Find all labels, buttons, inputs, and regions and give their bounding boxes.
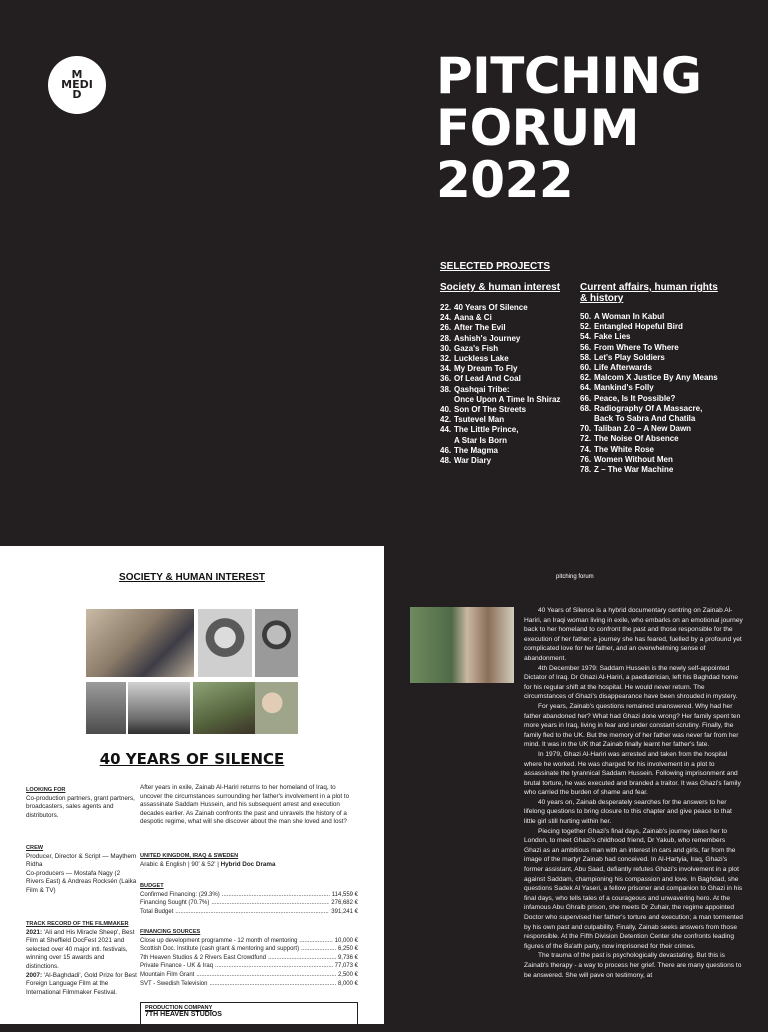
title-line1: PITCHING: [436, 47, 702, 105]
project-page-number: 62.: [580, 373, 592, 383]
country-block: [140, 852, 358, 869]
project-page-number: [580, 414, 594, 424]
project-page-number: [440, 436, 454, 446]
track-record-2007: [26, 972, 138, 998]
track-record-2021: [26, 929, 138, 972]
crew-coproducers: Co-producers — Mostafa Nagy (2 Rivers East) & Andreas Rocksén (Laika Film & TV): [26, 869, 137, 894]
finance-row: [140, 971, 358, 980]
project-item[interactable]: [580, 373, 760, 383]
logo-line1: M: [71, 68, 83, 81]
logo-line2: MEDI: [61, 78, 93, 91]
current-affairs-heading-line1: Current affairs, human rights: [580, 282, 718, 293]
current-affairs-project-list: [580, 312, 760, 475]
project-page-number: 50.: [580, 312, 592, 321]
finance-row: [140, 980, 358, 989]
budget-rows: [140, 891, 358, 917]
project-item[interactable]: [440, 344, 575, 354]
dot-leader: [301, 945, 336, 954]
source-rows: [140, 937, 358, 989]
track-year-2007: 2007:: [26, 971, 43, 979]
track-text-2021: 'Ali and His Miracle Sheep', Best Film at Sheffield DocFest 2021 and selected over 40 major intl. festivals, winning over 15 awards and distinctions.: [26, 928, 135, 970]
project-item[interactable]: [440, 456, 575, 466]
current-affairs-heading: [580, 282, 760, 304]
title-line3: 2022: [436, 151, 574, 209]
project-item[interactable]: [580, 353, 760, 363]
film-title: 40 YEARS OF SILENCE: [99, 750, 285, 768]
project-page-number: 28.: [440, 333, 452, 343]
project-page-number: 44.: [440, 425, 452, 435]
project-page-number: 26.: [440, 323, 452, 333]
dot-leader: [196, 971, 336, 980]
project-name: Gaza's Fish: [454, 343, 499, 353]
finance-row: [140, 937, 358, 946]
project-name: Let's Play Soldiers: [594, 352, 665, 362]
finance-row-label: Confirmed Financing: (29.3%): [140, 891, 220, 898]
financing-sources-block: [140, 928, 358, 988]
dot-leader: [222, 891, 330, 900]
project-name: Taliban 2.0 – A New Dawn: [594, 424, 692, 434]
language-duration-format: [140, 861, 358, 870]
photo-woman-train-window: [410, 607, 514, 683]
project-item[interactable]: [580, 424, 760, 434]
society-heading: Society & human interest: [440, 282, 561, 293]
project-page-number: 64.: [580, 383, 592, 393]
project-item[interactable]: [440, 364, 575, 374]
project-page-number: 76.: [580, 454, 592, 464]
project-page-number: 34.: [440, 364, 452, 374]
project-name: Tsutevel Man: [454, 415, 505, 425]
story-paragraph: 40 years on, Zainab desperately searches for the answers to her lifelong questions to bring closure to this chapter and give peace to that little girl still hurting within her.: [524, 798, 732, 826]
section-title: SOCIETY & HUMAN INTEREST: [119, 572, 265, 583]
project-page-number: 40.: [440, 405, 452, 415]
project-name: The Little Prince,: [454, 425, 519, 435]
project-page-number: 70.: [580, 424, 592, 434]
project-item[interactable]: [580, 455, 760, 465]
dot-leader: [175, 908, 329, 917]
finance-row-label: Private Finance - UK & Iraq: [140, 963, 214, 970]
project-item[interactable]: [440, 425, 575, 435]
project-name: Back To Sabra And Chatila: [594, 414, 696, 424]
track-year-2021: 2021:: [26, 928, 43, 936]
photo-man-portrait: [255, 609, 298, 677]
crew-director: Producer, Director & Script — Maythem Ridha: [26, 852, 137, 869]
project-item[interactable]: [440, 303, 575, 313]
project-page-number: 48.: [440, 456, 452, 466]
selected-projects-heading: SELECTED PROJECTS: [440, 261, 551, 272]
photo-family-group: [86, 682, 126, 734]
project-page-number: 58.: [580, 352, 592, 362]
dot-leader: [215, 962, 333, 971]
project-page-number: 56.: [580, 342, 592, 352]
project-name: From Where To Where: [594, 342, 679, 352]
project-name: After The Evil: [454, 323, 506, 333]
project-page-number: 22.: [440, 303, 452, 312]
project-page-number: 30.: [440, 343, 452, 353]
finance-row-value: 391,241 €: [331, 908, 358, 915]
dot-leader: [209, 980, 335, 989]
financing-sources-label: FINANCING SOURCES: [140, 929, 201, 935]
project-name: Women Without Men: [594, 454, 673, 464]
finance-row: [140, 962, 358, 971]
project-name: Son Of The Streets: [454, 405, 527, 415]
photo-children: [128, 682, 190, 734]
project-page-number: 68.: [580, 403, 592, 413]
project-name: My Dream To Fly: [454, 364, 518, 374]
project-item[interactable]: [580, 394, 760, 404]
project-item[interactable]: [580, 363, 760, 373]
project-name: The Magma: [454, 445, 499, 455]
project-name: Radiography Of A Massacre,: [594, 403, 703, 413]
dot-leader: [299, 937, 332, 946]
project-item[interactable]: [440, 323, 575, 333]
budget-block: [140, 882, 358, 916]
finance-row-value: 9,736 €: [337, 954, 358, 961]
project-page-number: 38.: [440, 384, 452, 394]
project-item[interactable]: [440, 374, 575, 384]
project-name: A Star Is Born: [454, 435, 508, 445]
project-name: Qashqai Tribe:: [454, 384, 510, 394]
society-column: [440, 282, 575, 466]
cover-title: [436, 47, 702, 209]
project-item[interactable]: [580, 312, 760, 322]
story-paragraph: Piecing together Ghazi's final days, Zainab's journey takes her to London, to meet Ghazi's childhood friend, Dr Yakub, who remembers Ghazi as an ambitious man with an interest in cars and girls, far from the image of the martyr Zainab had conceived. In Al-Hartyia, Iraq, Ghazi's former assistant, Abu Saad, defiantly refutes Ghazi's involvement in a plot against Saddam, championing his compassion and love. In Baghdad, she questions Sadek Al Yaseri, a fellow prisoner and companion to Ghazi in his final days, who tells tales of a courageous and unwavering hero. At the infamous Abu Ghraib prison, she meets Dr Zuhair, the regime appointed Doctor who supervised her father's torture and execution; a man tormented by his own past and culpability. Finally, Zainab seeks answers from those responsible. At the Fifth Division Detention Center she confronts leading figures of the Ba'ath party, now imprisoned for their crimes.: [524, 827, 743, 950]
project-name: War Diary: [454, 456, 492, 466]
project-page-number: 66.: [580, 393, 592, 403]
project-page-number: 42.: [440, 415, 452, 425]
project-item[interactable]: [580, 383, 760, 393]
project-name: A Woman In Kabul: [594, 312, 665, 321]
project-item[interactable]: [580, 465, 760, 475]
project-item[interactable]: [440, 446, 575, 456]
finance-row-label: Close up development programme - 12 month of mentoring: [140, 937, 298, 944]
project-name: Malcom X Justice By Any Means: [594, 373, 718, 383]
project-name: Life Afterwards: [594, 363, 652, 373]
project-item[interactable]: [440, 385, 575, 395]
project-item[interactable]: [440, 395, 575, 405]
project-item[interactable]: [440, 313, 575, 323]
project-page: [0, 546, 384, 1024]
finance-row-label: SVT - Swedish Television: [140, 980, 208, 987]
production-label: PRODUCTION COMPANY: [145, 1005, 213, 1011]
finance-row-value: 2,500 €: [337, 971, 358, 978]
current-affairs-heading-line2: & history: [580, 293, 624, 304]
project-item[interactable]: [580, 343, 760, 353]
society-project-list: [440, 303, 575, 466]
budget-label: BUDGET: [140, 883, 164, 889]
looking-for-block: [26, 786, 138, 820]
project-item[interactable]: [440, 436, 575, 446]
story-text: [524, 606, 744, 980]
finance-row-value: 276,682 €: [331, 900, 358, 907]
finance-row: [140, 945, 358, 954]
project-page-number: 78.: [580, 465, 592, 475]
project-name: Once Upon A Time In Shiraz: [454, 394, 561, 404]
project-name: Of Lead And Coal: [454, 374, 521, 384]
dot-leader: [211, 899, 329, 908]
title-line2: FORUM: [436, 99, 640, 157]
story-paragraph: For years, Zainab's questions remained unanswered. Why had her father abandoned her? What had Ghazi done wrong? Her family spent ten more years in Iraq, living in fear and under constant scrutiny. Finally, the family fled to the UK. But the memory of her father was never far from her mind. It was in the UK that Zainab finally learnt her father's fate.: [524, 702, 741, 749]
photo-woman-at-wall: [86, 609, 194, 677]
project-name: Entangled Hopeful Bird: [594, 322, 683, 332]
finance-row: [140, 954, 358, 963]
project-item[interactable]: [440, 415, 575, 425]
production-company: 7TH HEAVEN STUDIOS: [145, 1011, 222, 1018]
finance-row-label: Mountain Film Grant: [140, 971, 195, 978]
current-affairs-column: [580, 282, 760, 475]
medi-logo: [48, 56, 106, 114]
finance-row-value: 77,073 €: [334, 963, 358, 970]
country-label: UNITED KINGDOM, IRAQ & SWEDEN: [140, 853, 239, 859]
project-name: 40 Years Of Silence: [454, 303, 528, 312]
project-page-number: 72.: [580, 434, 592, 444]
project-page-number: 24.: [440, 313, 452, 323]
story-paragraph: The trauma of the past is psychologically devastating. But this is Zainab's therapy - a way to process her grief. There are many questions to be answered. She will pave on testimony, at: [524, 952, 742, 979]
project-name: Fake Lies: [594, 332, 631, 342]
looking-for-text: Co-production partners, grant partners, broadcasters, sales agents and distributors.: [26, 794, 135, 819]
photo-old-man: [255, 682, 298, 734]
language-duration: Arabic & English | 90' & 52' |: [140, 860, 219, 868]
project-name: Aana & Ci: [454, 313, 492, 323]
project-name: Mankind's Folly: [594, 383, 654, 393]
project-item[interactable]: [440, 334, 575, 344]
project-name: Ashish's Journey: [454, 333, 521, 343]
finance-row-label: Scottish Doc. Institute (cash grant & mentoring and support): [140, 946, 300, 953]
project-page-number: 54.: [580, 332, 592, 342]
project-page-number: 32.: [440, 354, 452, 364]
project-item[interactable]: [440, 405, 575, 415]
track-record-block: [26, 920, 138, 997]
finance-row-label: 7th Heaven Studios & 2 Rivers East Crowdfund: [140, 954, 267, 961]
crew-block: [26, 844, 138, 896]
project-name: Luckless Lake: [454, 354, 509, 364]
production-company-box: [140, 1002, 358, 1032]
project-page-number: 46.: [440, 445, 452, 455]
story-paragraph: 40 Years of Silence is a hybrid documentary centring on Zainab Al-Hariri, an Iraqi woman living in exile, who embarks on an emotional journey back to her homeland to confront the past and those responsible for the execution of her father; a journey she has feared, fuelled by a profound yet complicated love for her father, and an overwhelming sense of abandonment.: [524, 607, 743, 662]
project-item[interactable]: [580, 445, 760, 455]
photo-outdoor-group: [193, 682, 255, 734]
finance-row-value: 114,559 €: [331, 891, 358, 898]
finance-row: [140, 899, 358, 908]
track-text-2007: 'Al-Baghdadi', Gold Prize for Best Foreign Language Film at the International Filmmaker Festival.: [26, 971, 137, 996]
story-paragraph: 4th December 1979: Saddam Hussein is the newly self-appointed Dictator of Iraq. Dr Ghazi Al-Hariri, a paediatrician, left his Baghdad home for his regular shift at the hospital. He would never return. The circumstances of Ghazi's disappearance have been shrouded in mystery.: [524, 664, 739, 701]
dot-leader: [268, 954, 336, 963]
project-page-number: 36.: [440, 374, 452, 384]
project-page-number: 60.: [580, 363, 592, 373]
project-name: Peace, Is It Possible?: [594, 393, 676, 403]
logo-line3: D: [72, 88, 82, 101]
project-name: The Noise Of Absence: [594, 434, 679, 444]
project-page-number: 52.: [580, 322, 592, 332]
pitching-forum-label: pitching forum: [556, 574, 594, 580]
project-name: Z – The War Machine: [594, 465, 674, 475]
format-label: Hybrid Doc Drama: [220, 860, 276, 868]
track-record-label: TRACK RECORD OF THE FILMMAKER: [26, 921, 129, 927]
looking-for-label: LOOKING FOR: [26, 787, 66, 793]
synopsis: After years in exile, Zainab Al-Hariri returns to her homeland of Iraq, to uncover the circumstances surrounding her father's involvement in a plot to assassinate Saddam Hussein, and his subsequent arrest and execution decades earlier. As Zainab confronts the past and unravels the history of a despotic regime, what will she discover about the man she loved and lost?: [140, 784, 350, 826]
project-item[interactable]: [580, 332, 760, 342]
finance-row-label: Financing Sought (70.7%): [140, 900, 210, 907]
project-page-number: [440, 395, 454, 405]
project-item[interactable]: [580, 322, 760, 332]
finance-row: [140, 908, 358, 917]
finance-row-value: 8,000 €: [337, 980, 358, 987]
project-item[interactable]: [580, 434, 760, 444]
project-item[interactable]: [580, 414, 760, 424]
finance-row-label: Total Budget: [140, 908, 174, 915]
finance-row: [140, 891, 358, 900]
project-page-number: 74.: [580, 444, 592, 454]
crew-label: CREW: [26, 845, 44, 851]
story-paragraph: In 1979, Ghazi Al-Hariri was arrested and taken from the hospital where he worked. He was charged for his involvement in a plot to assassinate the tyrannical Saddam Hussein. Following imprisonment and brutal torture, he was executed and branded a traitor. It was Ghazi's family who carried the burden of shame and fear.: [524, 750, 741, 797]
project-name: The White Rose: [594, 444, 655, 454]
project-item[interactable]: [440, 354, 575, 364]
finance-row-value: 10,000 €: [334, 937, 358, 944]
photo-girl-portrait: [198, 609, 252, 677]
project-item[interactable]: [580, 404, 760, 414]
finance-row-value: 6,250 €: [337, 946, 358, 953]
